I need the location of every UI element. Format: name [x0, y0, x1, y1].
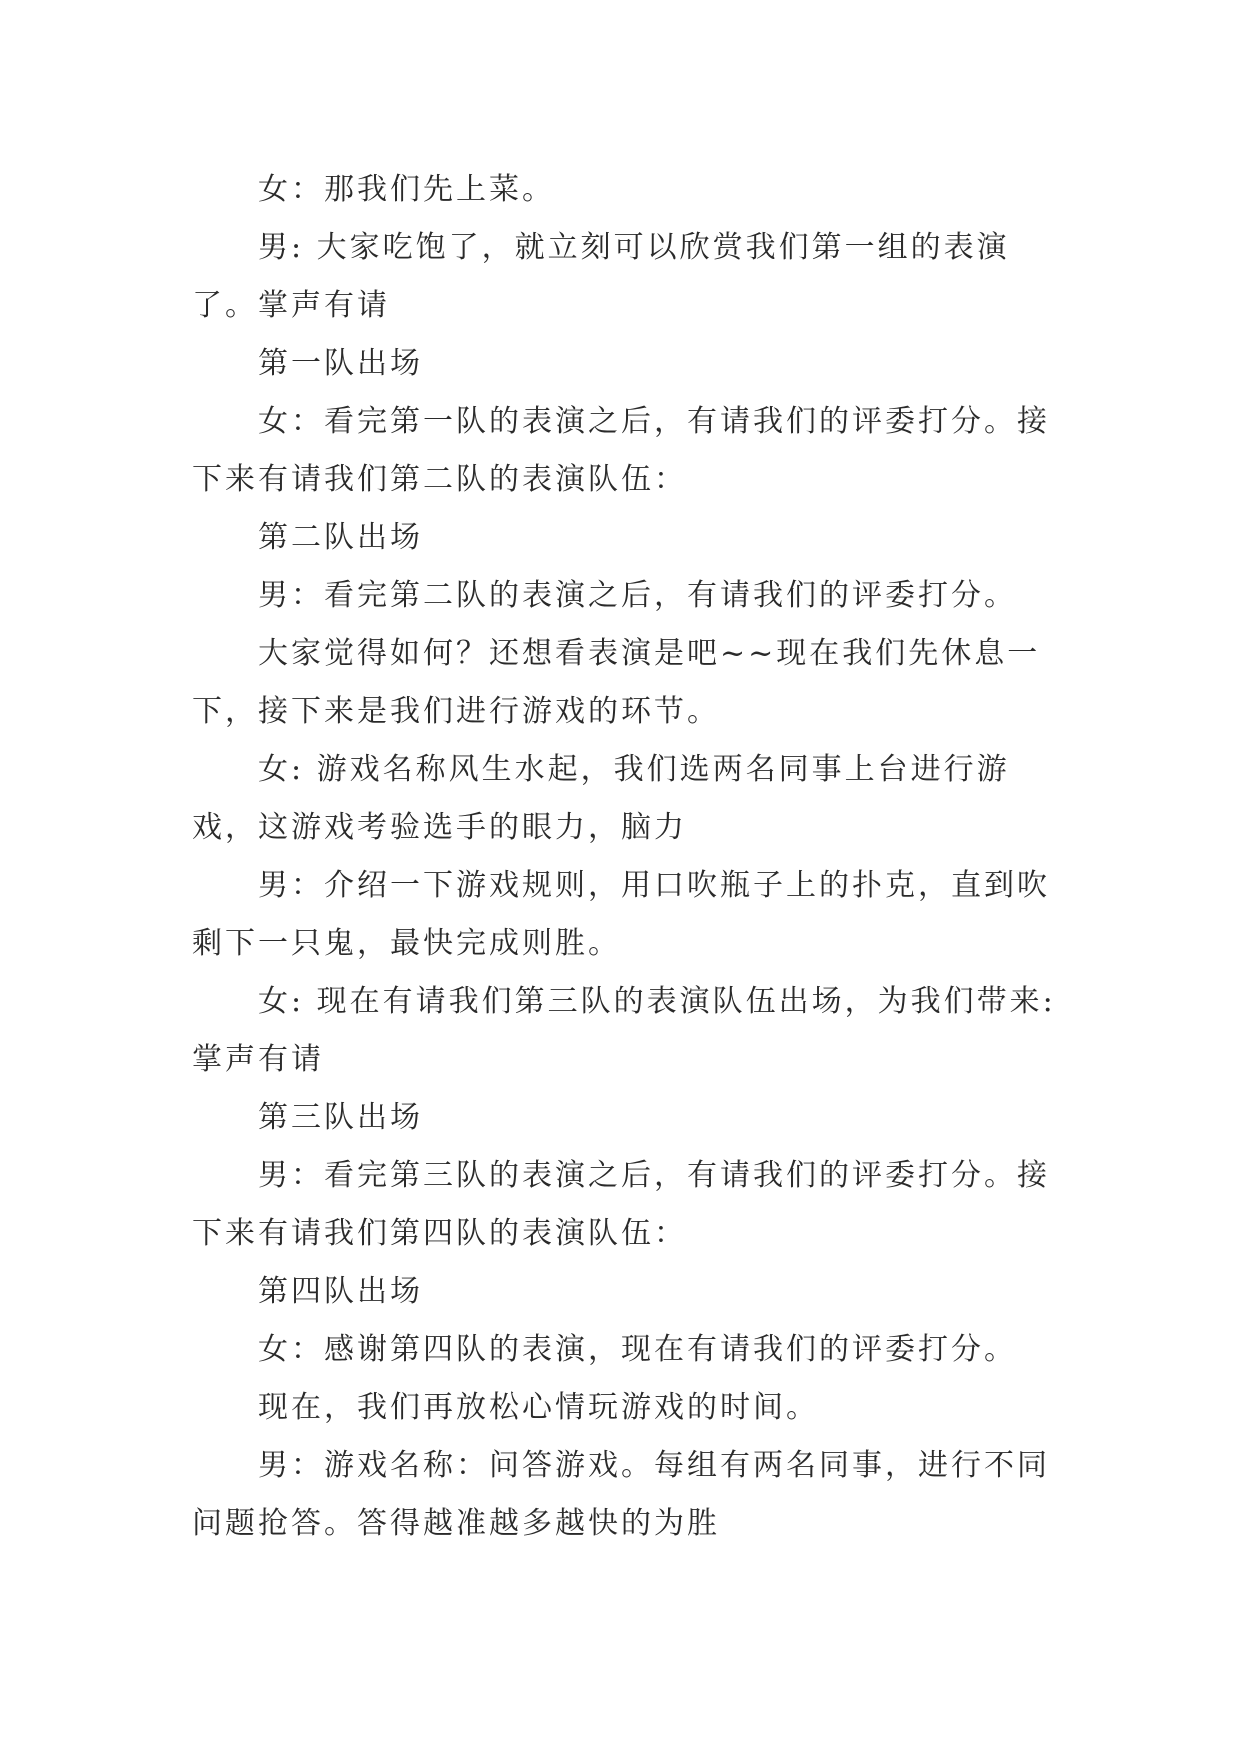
paragraph: 第二队出场: [258, 520, 423, 555]
paragraph: 男：看完第二队的表演之后，有请我们的评委打分。: [258, 578, 1017, 613]
paragraph: 男：游戏名称：问答游戏。每组有两名同事，进行不同问题抢答。答得越准越多越快的为胜: [192, 1448, 1050, 1541]
document-body: [192, 161, 1062, 1553]
paragraph: 大家觉得如何？还想看表演是吧~~现在我们先休息一下，接下来是我们进行游戏的环节。: [192, 636, 1041, 729]
paragraph: 男: 大家吃饱了，就立刻可以欣赏我们第一组的表演了。掌声有请: [192, 230, 1010, 323]
paragraph: 现在，我们再放松心情玩游戏的时间。: [258, 1390, 819, 1425]
paragraph: 女: 游戏名称风生水起，我们选两名同事上台进行游戏，这游戏考验选手的眼力，脑力: [192, 752, 1010, 845]
paragraph: 女：看完第一队的表演之后，有请我们的评委打分。接下来有请我们第二队的表演队伍：: [192, 404, 1050, 497]
paragraph: 女: 现在有请我们第三队的表演队伍出场，为我们带来: 掌声有请: [192, 984, 1056, 1077]
paragraph: 第一队出场: [258, 346, 423, 381]
paragraph: 第三队出场: [258, 1100, 423, 1135]
paragraph: 男：介绍一下游戏规则，用口吹瓶子上的扑克，直到吹剩下一只鬼，最快完成则胜。: [192, 868, 1050, 961]
paragraph: 女：感谢第四队的表演，现在有请我们的评委打分。: [258, 1332, 1017, 1367]
paragraph: 男：看完第三队的表演之后，有请我们的评委打分。接下来有请我们第四队的表演队伍：: [192, 1158, 1050, 1251]
paragraph: 第四队出场: [258, 1274, 423, 1309]
paragraph: 女：那我们先上菜。: [258, 172, 555, 207]
